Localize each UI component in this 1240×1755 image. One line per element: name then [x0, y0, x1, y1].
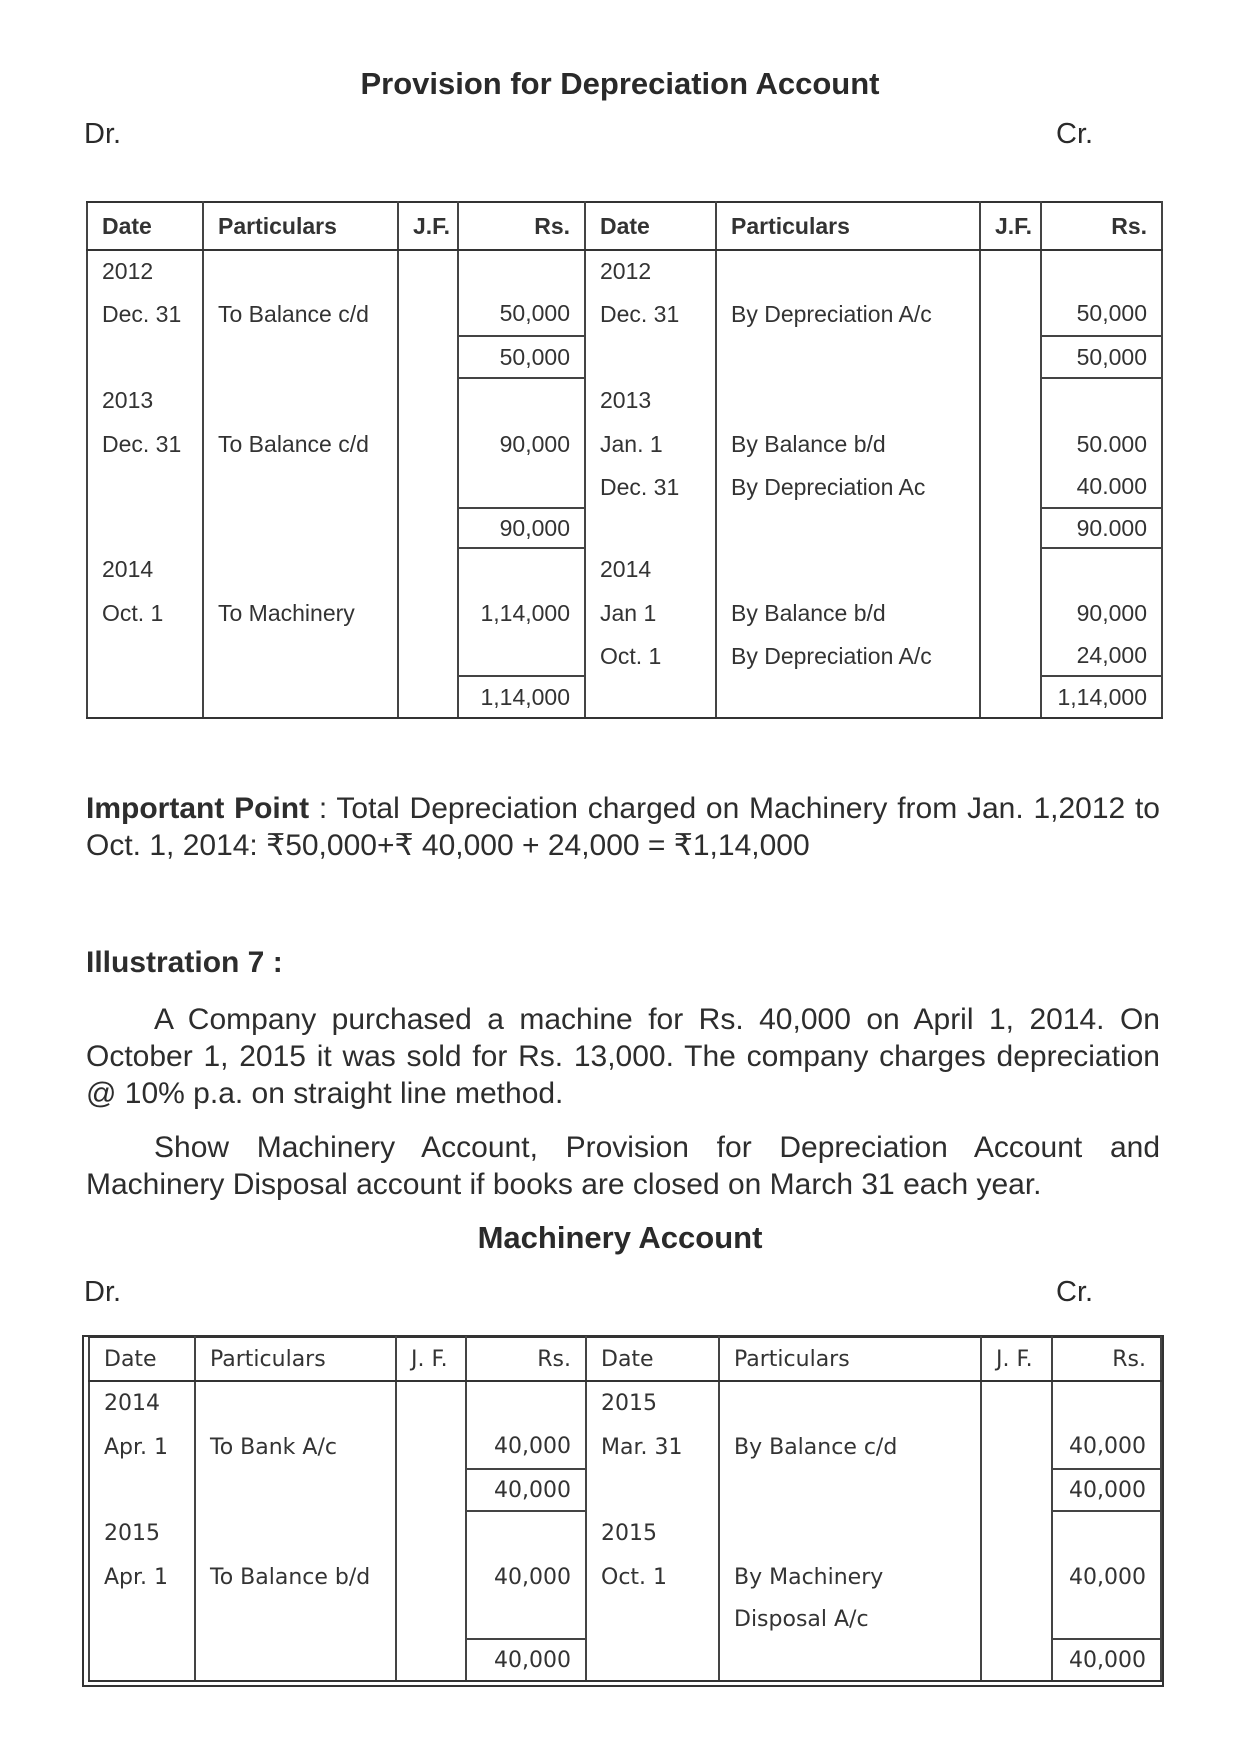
important-point-note: [86, 790, 1160, 864]
cell-amount: 40,000: [1052, 1425, 1161, 1469]
cell-total: 40,000: [1052, 1639, 1161, 1681]
cell-date: 2014: [89, 1381, 195, 1425]
cell-amount: 50,000: [1041, 292, 1162, 336]
ledger-row: [89, 1511, 1161, 1555]
provision-ledger-table: [86, 201, 1163, 719]
ledger-total-row: [87, 336, 1162, 378]
debit-label: Dr.: [84, 1276, 122, 1308]
illustration-paragraph-2: Show Machinery Account, Provision for Depreciation Account and Machinery Disposal account if books are closed on March 31 each year.: [86, 1131, 1160, 1201]
ledger-header-row: [87, 202, 1162, 250]
cell-total: 40,000: [1052, 1469, 1161, 1511]
cell-particulars: To Bank A/c: [195, 1425, 396, 1469]
cell-amount: 40,000: [466, 1555, 586, 1599]
ledger-row: [89, 1425, 1161, 1469]
ledger-total-row: [89, 1639, 1161, 1681]
cell-date: Oct. 1: [87, 590, 203, 636]
cell-amount: 24,000: [1041, 636, 1162, 676]
cell-total: 50,000: [458, 336, 585, 378]
header-rs: Rs.: [458, 202, 585, 250]
cell-particulars: By Depreciation Ac: [716, 466, 980, 508]
cell-amount: 50,000: [458, 292, 585, 336]
header-date: Date: [87, 202, 203, 250]
cell-date: 2015: [89, 1511, 195, 1555]
cell-date: Oct. 1: [585, 636, 716, 676]
cell-particulars: By Machinery: [719, 1555, 981, 1599]
cell-date: 2012: [585, 250, 716, 292]
cell-particulars: By Balance c/d: [719, 1425, 981, 1469]
cell-date: Dec. 31: [585, 292, 716, 336]
cell-total: 90,000: [458, 508, 585, 548]
ledger-header-row: [89, 1337, 1161, 1381]
header-particulars: Particulars: [195, 1337, 396, 1381]
cell-particulars: To Balance c/d: [203, 422, 398, 466]
header-rs: Rs.: [1041, 202, 1162, 250]
header-particulars: Particulars: [719, 1337, 981, 1381]
header-date: Date: [89, 1337, 195, 1381]
cell-particulars: By Balance b/d: [716, 422, 980, 466]
header-rs: Rs.: [466, 1337, 586, 1381]
header-jf: J.F.: [398, 202, 458, 250]
machinery-ledger-table: [88, 1336, 1162, 1682]
cell-date: Jan 1: [585, 590, 716, 636]
cell-amount: 90,000: [1041, 590, 1162, 636]
cell-date: Dec. 31: [585, 466, 716, 508]
cell-total: 40,000: [466, 1639, 586, 1681]
header-particulars: Particulars: [203, 202, 398, 250]
ledger-row: [87, 590, 1162, 636]
header-jf: J. F.: [981, 1337, 1052, 1381]
illustration-heading: Illustration 7 :: [86, 946, 283, 979]
cell-date: Mar. 31: [586, 1425, 719, 1469]
ledger-row: [87, 250, 1162, 292]
cell-amount: 40.000: [1041, 466, 1162, 508]
cell-date: Dec. 31: [87, 292, 203, 336]
cell-particulars: Disposal A/c: [719, 1599, 981, 1639]
ledger-row: [87, 292, 1162, 336]
ledger-row: [89, 1555, 1161, 1599]
credit-label: Cr.: [1056, 1276, 1094, 1308]
machinery-account-title: Machinery Account: [477, 1220, 763, 1255]
header-date: Date: [586, 1337, 719, 1381]
cell-total: 40,000: [466, 1469, 586, 1511]
cell-date: 2013: [87, 378, 203, 422]
cell-date: 2015: [586, 1511, 719, 1555]
debit-label: Dr.: [84, 118, 122, 150]
header-date: Date: [585, 202, 716, 250]
cell-date: 2012: [87, 250, 203, 292]
header-jf: J. F.: [396, 1337, 466, 1381]
cell-date: Jan. 1: [585, 422, 716, 466]
cell-amount: 1,14,000: [458, 590, 585, 636]
ledger-total-row: [89, 1469, 1161, 1511]
cell-particulars: To Balance c/d: [203, 292, 398, 336]
ledger-total-row: [87, 676, 1162, 718]
cell-date: 2013: [585, 378, 716, 422]
cell-date: Dec. 31: [87, 422, 203, 466]
cell-particulars: By Depreciation A/c: [716, 636, 980, 676]
cell-total: 1,14,000: [1041, 676, 1162, 718]
cell-date: 2014: [87, 548, 203, 590]
header-rs: Rs.: [1052, 1337, 1161, 1381]
cell-date: Apr. 1: [89, 1555, 195, 1599]
cell-date: Apr. 1: [89, 1425, 195, 1469]
header-particulars: Particulars: [716, 202, 980, 250]
credit-label: Cr.: [1056, 118, 1094, 150]
ledger-row: [87, 378, 1162, 422]
cell-particulars: To Balance b/d: [195, 1555, 396, 1599]
ledger-row: [89, 1381, 1161, 1425]
provision-account-title: Provision for Depreciation Account: [360, 66, 880, 101]
cell-total: 50,000: [1041, 336, 1162, 378]
cell-total: 1,14,000: [458, 676, 585, 718]
cell-particulars: To Machinery: [203, 590, 398, 636]
ledger-row: [87, 636, 1162, 676]
cell-particulars: By Depreciation A/c: [716, 292, 980, 336]
cell-amount: 90,000: [458, 422, 585, 466]
cell-particulars: By Balance b/d: [716, 590, 980, 636]
ledger-row: [87, 548, 1162, 590]
cell-date: Oct. 1: [586, 1555, 719, 1599]
cell-total: 90.000: [1041, 508, 1162, 548]
cell-date: 2014: [585, 548, 716, 590]
cell-amount: 50.000: [1041, 422, 1162, 466]
header-jf: J.F.: [980, 202, 1041, 250]
ledger-row: [87, 466, 1162, 508]
important-point-text: : Total Depreciation charged on Machinery from Jan. 1,2012 to Oct. 1, 2014: ₹50,000+₹ 40,000 + 24,000 = ₹1,14,000: [86, 792, 1160, 862]
important-point-label: Important Point: [86, 792, 310, 825]
cell-date: 2015: [586, 1381, 719, 1425]
cell-amount: 40,000: [466, 1425, 586, 1469]
ledger-total-row: [87, 508, 1162, 548]
illustration-paragraph-1: A Company purchased a machine for Rs. 40,000 on April 1, 2014. On October 1, 2015 it was sold for Rs. 13,000. The company charges depreciation @ 10% p.a. on straight line method.: [86, 1003, 1160, 1110]
ledger-row: [87, 422, 1162, 466]
cell-amount: 40,000: [1052, 1555, 1161, 1599]
ledger-row: [89, 1599, 1161, 1639]
